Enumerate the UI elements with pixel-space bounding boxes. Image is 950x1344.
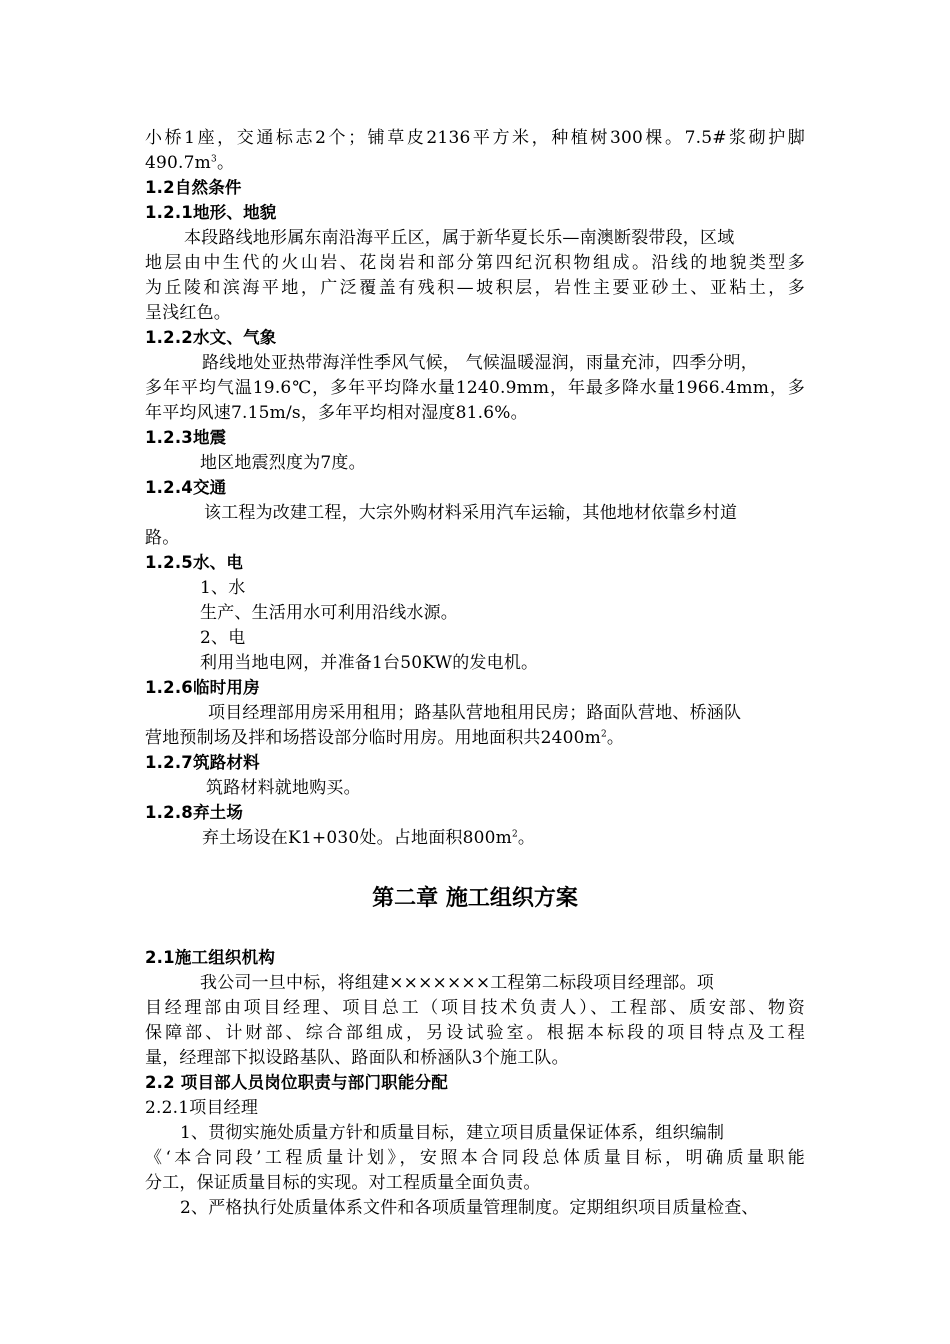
section-heading-1-2-6: 1.2.6临时用房: [145, 678, 260, 697]
body-text-line: 路线地处亚热带海洋性季风气候， 气候温暖湿润，雨量充沛，四季分明，: [202, 353, 759, 373]
section-heading-1-2-7: 1.2.7筑路材料: [145, 753, 260, 772]
body-text-line: $490.7m^3$。: [145, 153, 235, 173]
body-text-line: 《‘本合同段’工程质量计划》，安照本合同段总体质量目标，明确质量职能: [145, 1148, 805, 1168]
body-text-line: 营地预制场及拌和场搭设部分临时用房。用地面积共$2400m^2$。: [145, 728, 625, 748]
body-text-line: 年平均风速7.15m/s，多年平均相对湿度81.6%。: [145, 403, 528, 423]
body-text-line: 生产、生活用水可利用沿线水源。: [200, 603, 458, 623]
body-text-line: 我公司一旦中标，将组建×××××××工程第二标段项目经理部。项: [200, 973, 714, 993]
body-text-line: 呈浅红色。: [145, 303, 231, 323]
body-text-line: 地层由中生代的火山岩、花岗岩和部分第四纪沉积物组成。沿线的地貌类型多: [145, 253, 805, 273]
body-text-line: 路。: [145, 528, 180, 548]
section-heading-1-2-3: 1.2.3地震: [145, 428, 227, 447]
body-text-line: 利用当地电网，并准备1台50KW的发电机。: [200, 653, 539, 673]
section-heading-2-1: 2.1施工组织机构: [145, 948, 276, 967]
chapter-title: 第二章 施工组织方案: [372, 886, 578, 911]
body-text-line: 2、电: [200, 628, 246, 648]
section-heading-1-2-1: 1.2.1地形、地貌: [145, 203, 277, 222]
body-text-line: 1、水: [200, 578, 246, 598]
section-heading-1-2-8: 1.2.8弃土场: [145, 803, 244, 822]
body-text-line: 弃土场设在K1+030处。占地面积$800m^2$。: [202, 828, 536, 848]
section-heading-1-2-5: 1.2.5水、电: [145, 553, 244, 572]
body-text-line: 地区地震烈度为7度。: [200, 453, 366, 473]
body-text-line: 1、贯彻实施处质量方针和质量目标，建立项目质量保证体系，组织编制: [180, 1123, 725, 1143]
section-heading-1-2-4: 1.2.4交通: [145, 478, 227, 497]
body-text-line: 筑路材料就地购买。: [206, 778, 361, 798]
body-text-line: 目经理部由项目经理、项目总工（项目技术负责人）、工程部、质安部、物资: [145, 998, 805, 1018]
section-heading-2-2-1: 2.2.1项目经理: [145, 1098, 259, 1118]
body-text-line: 保障部、计财部、综合部组成，另设试验室。根据本标段的项目特点及工程: [145, 1023, 805, 1043]
body-text-line: 为丘陵和滨海平地，广泛覆盖有残积—坡积层，岩性主要亚砂土、亚粘土，多: [145, 278, 805, 298]
body-text-line: 2、严格执行处质量体系文件和各项质量管理制度。定期组织项目质量检查、: [180, 1198, 759, 1218]
body-text-line: 项目经理部用房采用租用；路基队营地租用民房；路面队营地、桥涵队: [208, 703, 742, 723]
section-heading-1-2-2: 1.2.2水文、气象: [145, 328, 277, 347]
section-heading-2-2: 2.2 项目部人员岗位职责与部门职能分配: [145, 1073, 448, 1092]
body-text-line: 本段路线地形属东南沿海平丘区，属于新华夏长乐—南澳断裂带段，区域: [184, 228, 735, 248]
body-text-line: 该工程为改建工程，大宗外购材料采用汽车运输，其他地材依靠乡村道: [204, 503, 738, 523]
section-heading-1-2: 1.2自然条件: [145, 178, 242, 197]
body-text-line: 分工，保证质量目标的实现。对工程质量全面负责。: [145, 1173, 541, 1193]
body-text-line: 量，经理部下拟设路基队、路面队和桥涵队3个施工队。: [145, 1048, 569, 1068]
body-text-line: 小桥1座，交通标志2个；铺草皮2136平方米，种植树300棵。7.5#浆砌护脚: [145, 128, 805, 148]
body-text-line: 多年平均气温19.6℃，多年平均降水量1240.9mm，年最多降水量1966.4mm，多: [145, 378, 805, 398]
